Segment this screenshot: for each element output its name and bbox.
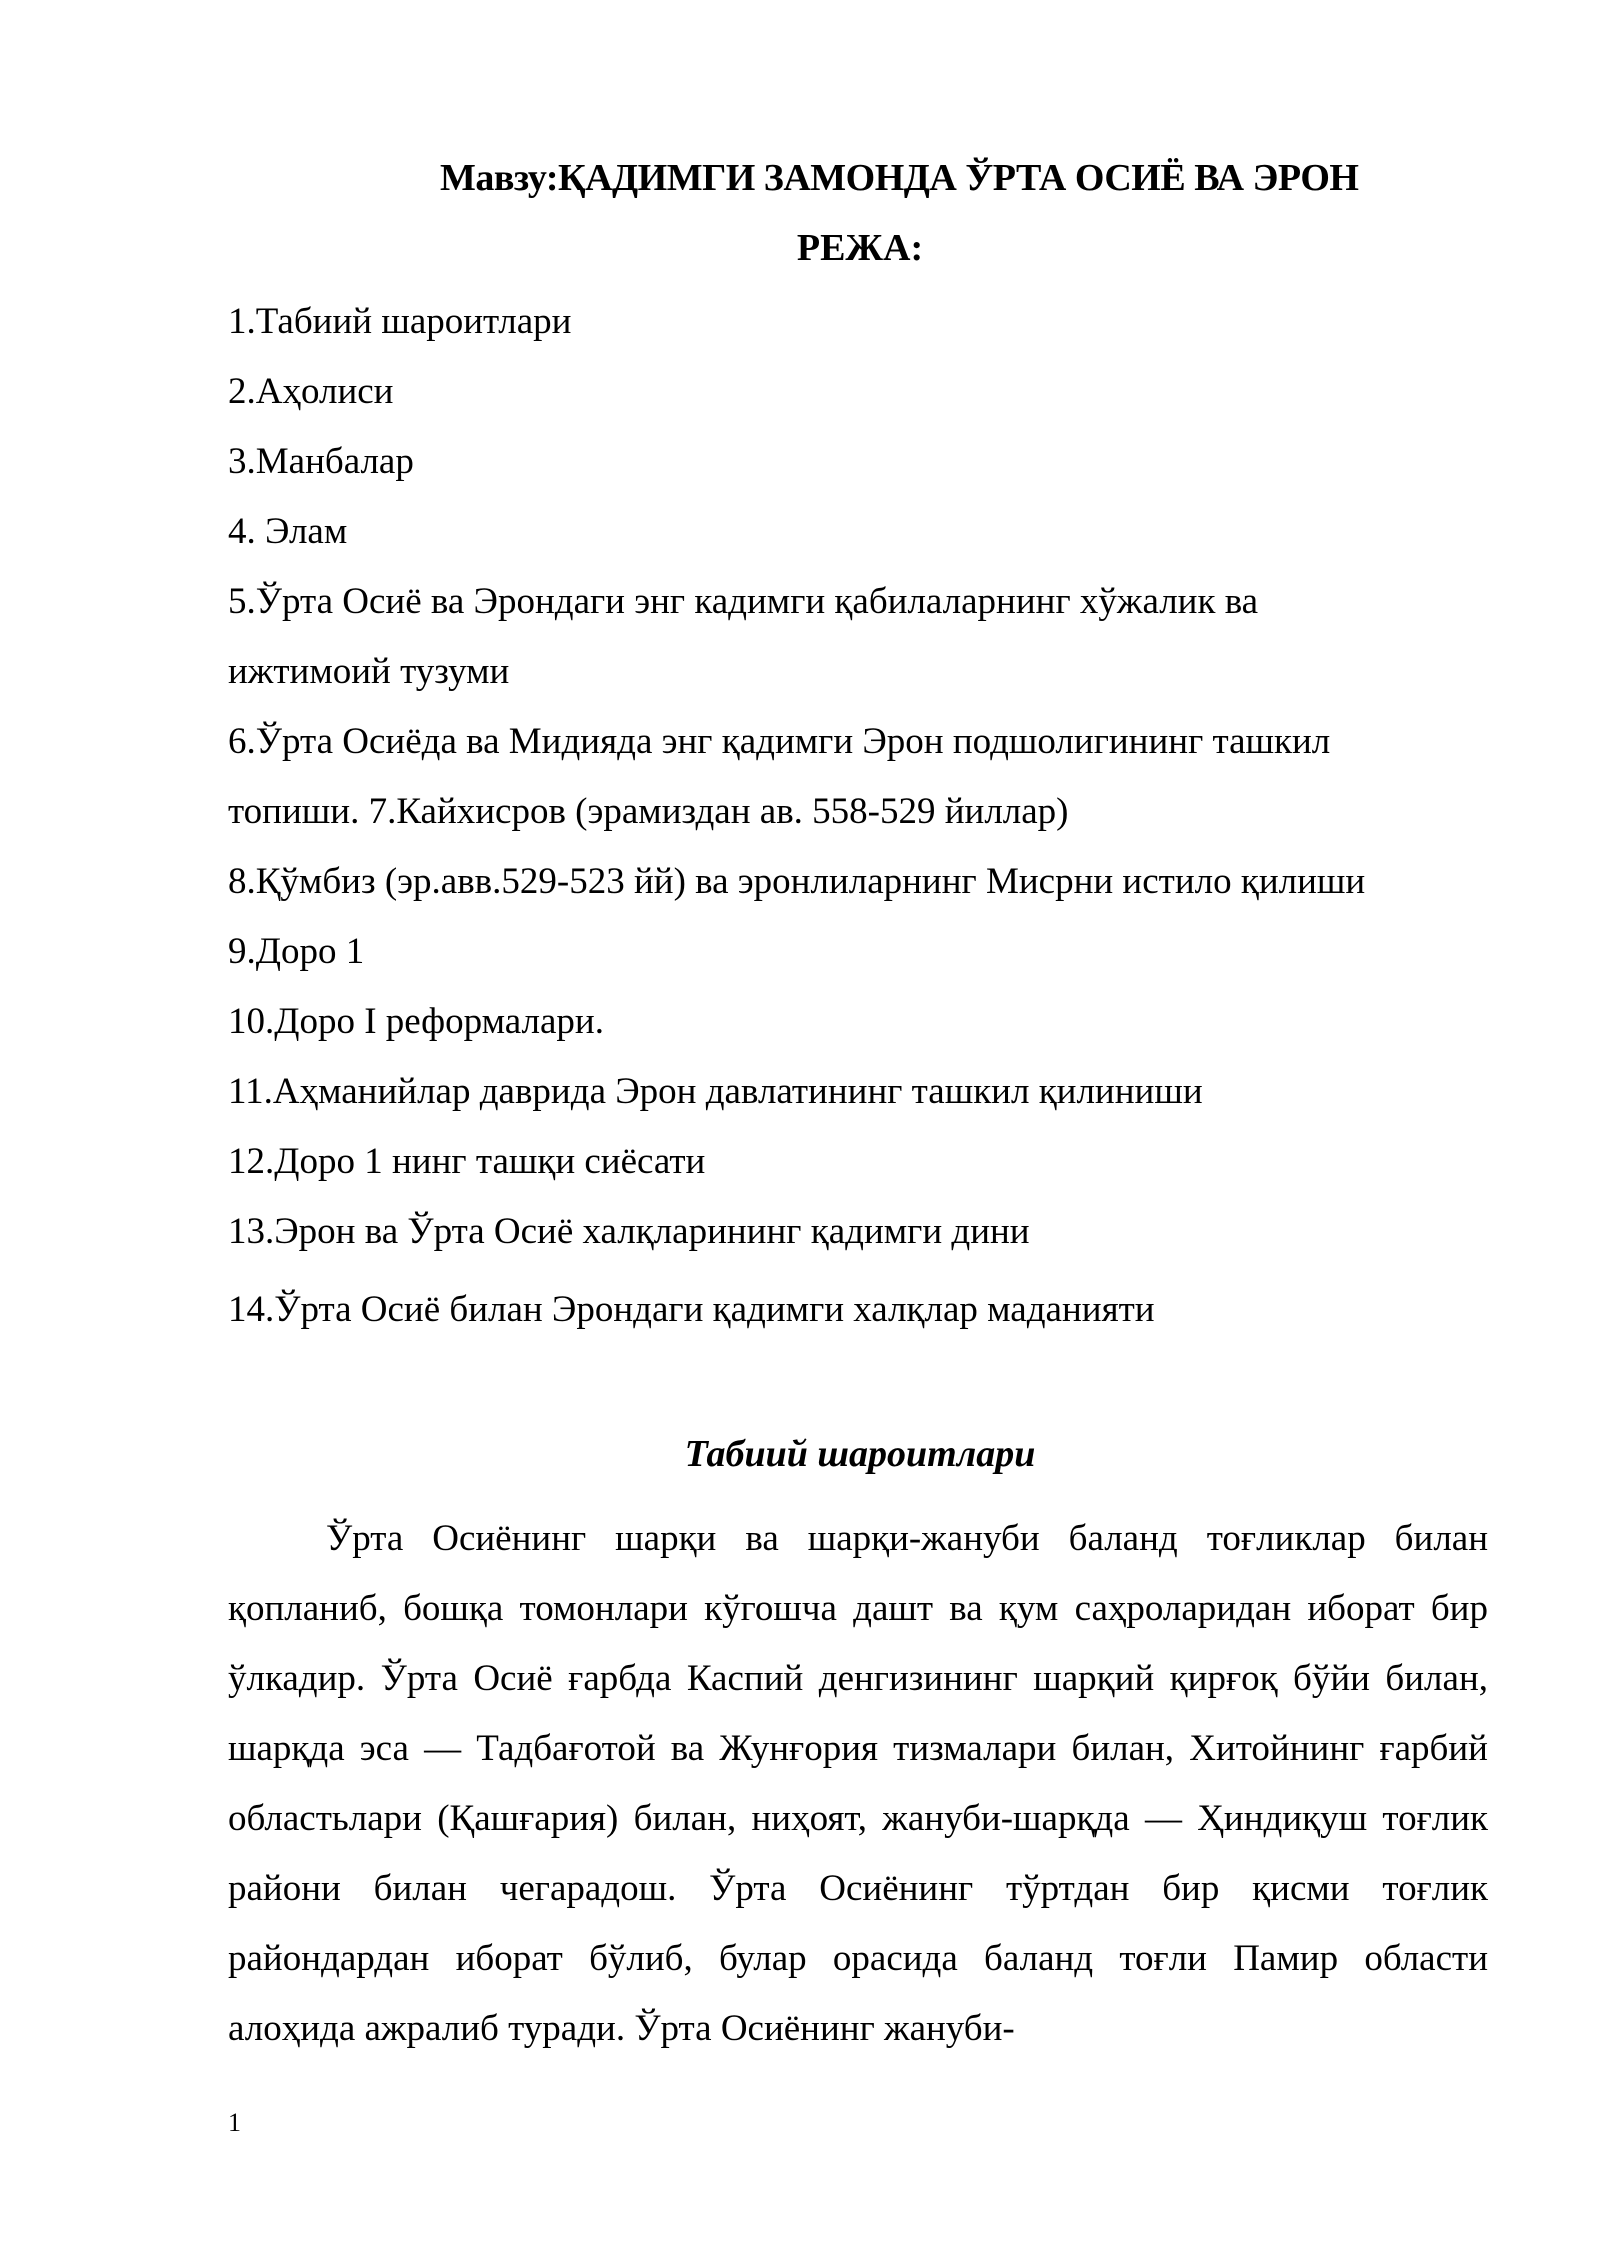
plan-item: топиши. 7.Кайхисров (эрамиздан ав. 558-529 йиллар) xyxy=(228,791,1069,832)
plan-item: 5.Ўрта Осиё ва Эрондаги энг кадимги қабилаларнинг хўжалик ва xyxy=(228,581,1259,622)
plan-item: 4. Элам xyxy=(228,511,348,552)
body-paragraph: Ўрта Осиёнинг шарқи ва шарқи-жануби баланд тоғликлар билан қопланиб, бошқа томонлари кўгошча дашт ва қум саҳроларидан иборат бир ўлкадир. Ўрта Осиё ғарбда Каспий денгизининг шарқий қирғоқ бўйи билан, шарқда эса — Тадбағотой ва Жунғория тизмалари билан, Хитойнинг ғарбий областьлари (Қашғария) билан, ниҳоят, жануби-шарқда — Ҳиндиқуш тоғлик райони билан чегарадош. Ўрта Осиёнинг тўртдан бир қисми тоғлик райондардан иборат бўлиб, булар орасида баланд тоғли Памир области алоҳида ажралиб туради. Ўрта Осиёнинг жануби- xyxy=(228,1518,1488,2049)
plan-heading: РЕЖА: xyxy=(796,227,924,269)
plan-item: 14.Ўрта Осиё билан Эрондаги қадимги халқлар маданияти xyxy=(228,1289,1155,1330)
plan-item: 11.Аҳманийлар даврида Эрон давлатининг ташкил қилиниши xyxy=(228,1071,1203,1112)
page-number: 1 xyxy=(228,2108,241,2137)
plan-item: 3.Манбалар xyxy=(228,441,414,482)
plan-item: 1.Табиий шароитлари xyxy=(228,301,572,342)
plan-item: 10.Доро I реформалари. xyxy=(228,1001,604,1042)
plan-item: 9.Доро 1 xyxy=(228,931,365,972)
plan-item: ижтимоий тузуми xyxy=(228,651,510,692)
section-heading: Табиий шароитлари xyxy=(684,1433,1036,1475)
plan-item: 13.Эрон ва Ўрта Осиё халқларининг қадимги дини xyxy=(228,1211,1030,1252)
plan-item: 6.Ўрта Осиёда ва Мидияда энг қадимги Эрон подшолигининг ташкил xyxy=(228,721,1331,762)
plan-item: 8.Қўмбиз (эр.авв.529-523 йй) ва эронлиларнинг Мисрни истило қилиши xyxy=(228,861,1366,902)
plan-item: 12.Доро 1 нинг ташқи сиёсати xyxy=(228,1141,706,1182)
document-title: Мавзу:ҚАДИМГИ ЗАМОНДА ЎРТА ОСИЁ ВА ЭРОН xyxy=(440,157,1359,199)
plan-item: 2.Аҳолиси xyxy=(228,371,394,412)
plan-list xyxy=(228,287,1488,1345)
